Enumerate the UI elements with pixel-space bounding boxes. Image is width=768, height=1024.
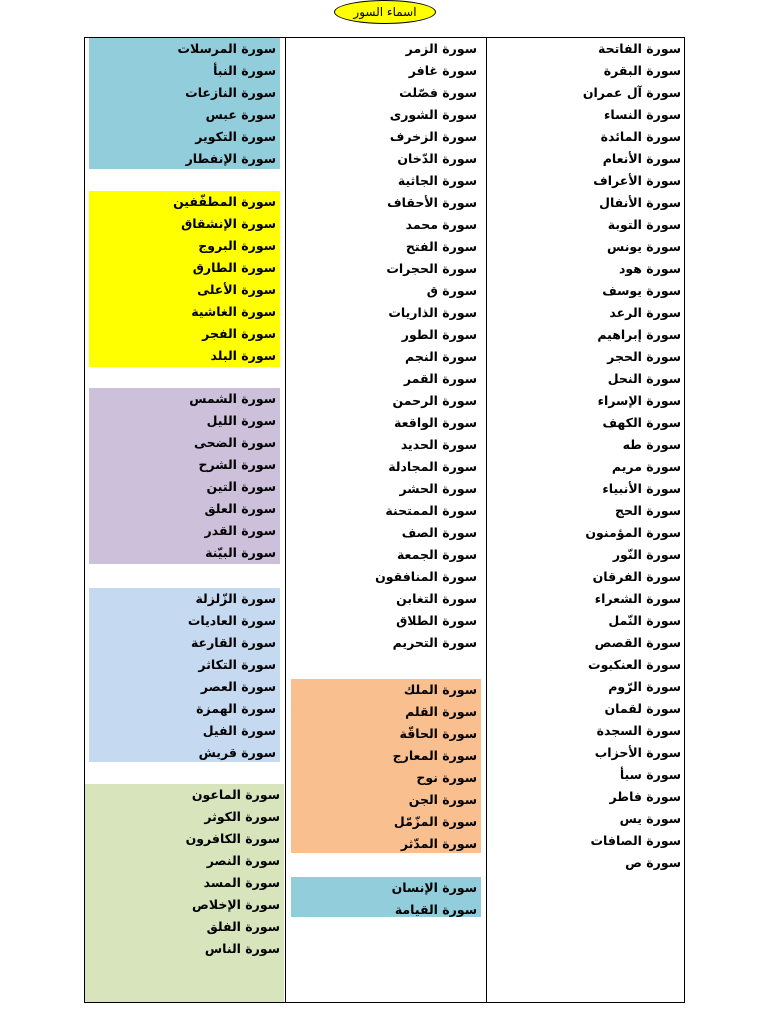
- surah-name: سورة البروج: [198, 238, 276, 253]
- surah-name: سورة القلم: [405, 704, 477, 719]
- surah-name: سورة سبأ: [619, 767, 681, 782]
- left-group-1: [89, 38, 280, 169]
- surah-name: سورة الأنبياء: [602, 481, 681, 496]
- surah-name: سورة الأنعام: [602, 151, 681, 166]
- surah-name: سورة فصّلت: [399, 85, 477, 100]
- surah-name: سورة الجمعة: [396, 547, 477, 562]
- surah-name: سورة مريم: [611, 459, 681, 474]
- surah-name: سورة القمر: [403, 371, 477, 386]
- surah-name: سورة الإنسان: [391, 880, 477, 895]
- right-column-list: [486, 38, 685, 874]
- surah-name: سورة الفاتحة: [597, 41, 681, 56]
- surah-name: سورة الشعراء: [594, 591, 681, 606]
- surah-name: سورة قريش: [198, 745, 276, 760]
- surah-name: سورة الأحقاف: [387, 195, 477, 210]
- surah-name: سورة إبراهيم: [597, 327, 681, 342]
- surah-name: سورة الرحمن: [392, 393, 477, 408]
- surah-name: سورة الحشر: [399, 481, 477, 496]
- surah-name: سورة فاطر: [609, 789, 681, 804]
- surah-name: سورة المدّثر: [400, 836, 477, 851]
- surah-name: سورة محمد: [405, 217, 477, 232]
- surah-name: سورة الزخرف: [389, 129, 477, 144]
- surah-name: سورة السجدة: [596, 723, 681, 738]
- surah-name: سورة الكوثر: [204, 809, 280, 824]
- left-group-2: [89, 191, 280, 367]
- surah-name: سورة التين: [206, 479, 276, 494]
- surah-name: سورة النجم: [405, 349, 477, 364]
- surah-name: سورة الإنشقاق: [181, 216, 276, 231]
- surah-name: سورة البيّنة: [205, 545, 276, 560]
- surah-name: سورة الحديد: [400, 437, 477, 452]
- surah-name: سورة التكاثر: [198, 657, 276, 672]
- surah-name: سورة النصر: [206, 853, 280, 868]
- surah-name: سورة الطلاق: [396, 613, 477, 628]
- surah-name: سورة البلد: [210, 348, 276, 363]
- surah-name: سورة يوسف: [602, 283, 681, 298]
- surah-name: سورة الممتحنة: [385, 503, 477, 518]
- surah-name: سورة الصف: [401, 525, 477, 540]
- surah-name: سورة الملك: [403, 682, 477, 697]
- surah-name: سورة ق: [426, 283, 477, 298]
- surah-name: سورة المطفّفين: [173, 194, 276, 209]
- surah-name: سورة الضحى: [193, 435, 276, 450]
- surah-name: سورة هود: [619, 261, 681, 276]
- surah-name: سورة الجن: [408, 792, 477, 807]
- surah-name: سورة الشورى: [389, 107, 477, 122]
- surah-name: سورة الزمر: [405, 41, 477, 56]
- surah-name: سورة الأعراف: [593, 173, 681, 188]
- surah-name: سورة العنكبوت: [588, 657, 681, 672]
- surah-name: سورة الصافات: [590, 833, 681, 848]
- surah-name: سورة النازعات: [185, 85, 276, 100]
- surah-name: سورة المرسلات: [177, 41, 276, 56]
- surah-name: سورة التغابن: [396, 591, 477, 606]
- surah-name: سورة العلق: [204, 501, 276, 516]
- surah-name: سورة الذاريات: [388, 305, 477, 320]
- surah-name: سورة الرّوم: [608, 679, 681, 694]
- surah-name: سورة المسد: [203, 875, 280, 890]
- surah-name: سورة الواقعة: [394, 415, 477, 430]
- left-group-3: [89, 388, 280, 564]
- middle-column: [285, 38, 487, 1002]
- surah-name: سورة الإخلاص: [192, 897, 280, 912]
- surah-name: سورة عبس: [205, 107, 276, 122]
- surah-name: سورة الأحزاب: [594, 745, 681, 760]
- surah-name: سورة الحج: [614, 503, 681, 518]
- surah-name: سورة القدر: [204, 523, 276, 538]
- surah-name: سورة الدّخان: [397, 151, 477, 166]
- page-title: اسماء السور: [334, 0, 436, 24]
- left-column: [85, 38, 284, 1002]
- surah-name: سورة الفجر: [202, 326, 276, 341]
- surah-name: سورة الفلق: [206, 919, 280, 934]
- surah-name: سورة طه: [622, 437, 681, 452]
- surah-name: سورة القيامة: [394, 902, 477, 917]
- surah-name: سورة التحريم: [392, 635, 477, 650]
- surah-name: سورة الكهف: [602, 415, 681, 430]
- surah-name: سورة نوح: [416, 770, 477, 785]
- surah-name: سورة الرعد: [609, 305, 681, 320]
- surah-name: سورة الناس: [204, 941, 280, 956]
- surah-name: سورة الأعلى: [197, 282, 276, 297]
- middle-column-list: [286, 38, 481, 654]
- surah-name: سورة الهمزة: [196, 701, 276, 716]
- right-column: [486, 38, 685, 1002]
- surah-name: سورة النّمل: [608, 613, 681, 628]
- surah-name: سورة غافر: [408, 63, 477, 78]
- surah-name: سورة العصر: [200, 679, 276, 694]
- surah-name: سورة الأنفال: [599, 195, 681, 210]
- surah-name: سورة المعارج: [392, 748, 477, 763]
- surah-name: سورة المنافقون: [375, 569, 477, 584]
- surah-name: سورة القارعة: [190, 635, 276, 650]
- surah-name: سورة يس: [619, 811, 681, 826]
- surah-name: سورة الحجر: [607, 349, 681, 364]
- surah-name: سورة الغاشية: [191, 304, 276, 319]
- surah-name: سورة الإسراء: [597, 393, 681, 408]
- surah-name: سورة الماعون: [191, 787, 280, 802]
- surah-name: سورة لقمان: [604, 701, 681, 716]
- surah-name: سورة القصص: [594, 635, 681, 650]
- surah-name: سورة التكوير: [195, 129, 276, 144]
- surah-name: سورة العاديات: [187, 613, 276, 628]
- middle-group-blue: [291, 877, 481, 917]
- surah-name: سورة الزّلزلة: [195, 591, 276, 606]
- surah-name: سورة النّور: [612, 547, 681, 562]
- surah-table: [84, 37, 685, 1003]
- surah-name: سورة النبأ: [213, 63, 276, 78]
- surah-name: سورة الطارق: [192, 260, 276, 275]
- surah-name: سورة الحجرات: [386, 261, 477, 276]
- surah-name: سورة الليل: [206, 413, 276, 428]
- surah-name: سورة الإنفطار: [185, 151, 276, 166]
- surah-name: سورة الكافرون: [185, 831, 280, 846]
- surah-name: سورة المؤمنون: [585, 525, 681, 540]
- surah-name: سورة التوبة: [607, 217, 681, 232]
- surah-name: سورة آل عمران: [582, 85, 681, 100]
- surah-name: سورة البقرة: [603, 63, 681, 78]
- surah-name: سورة الطور: [401, 327, 477, 342]
- surah-name: سورة الشرح: [198, 457, 276, 472]
- surah-name: سورة الفيل: [202, 723, 276, 738]
- surah-name: سورة ص: [625, 855, 681, 870]
- surah-name: سورة الفتح: [405, 239, 477, 254]
- middle-group-orange: [291, 679, 481, 853]
- surah-name: سورة الحاقّة: [399, 726, 477, 741]
- surah-name: سورة الشمس: [189, 391, 276, 406]
- surah-name: سورة النساء: [604, 107, 681, 122]
- surah-name: سورة المائدة: [600, 129, 681, 144]
- surah-name: سورة الفرقان: [592, 569, 681, 584]
- surah-name: سورة الجاثية: [397, 173, 477, 188]
- surah-name: سورة المجادلة: [388, 459, 477, 474]
- left-group-4: [89, 588, 280, 762]
- surah-name: سورة النحل: [607, 371, 681, 386]
- surah-name: سورة يونس: [607, 239, 681, 254]
- surah-name: سورة المزّمّل: [393, 814, 477, 829]
- left-group-5: [85, 784, 284, 1002]
